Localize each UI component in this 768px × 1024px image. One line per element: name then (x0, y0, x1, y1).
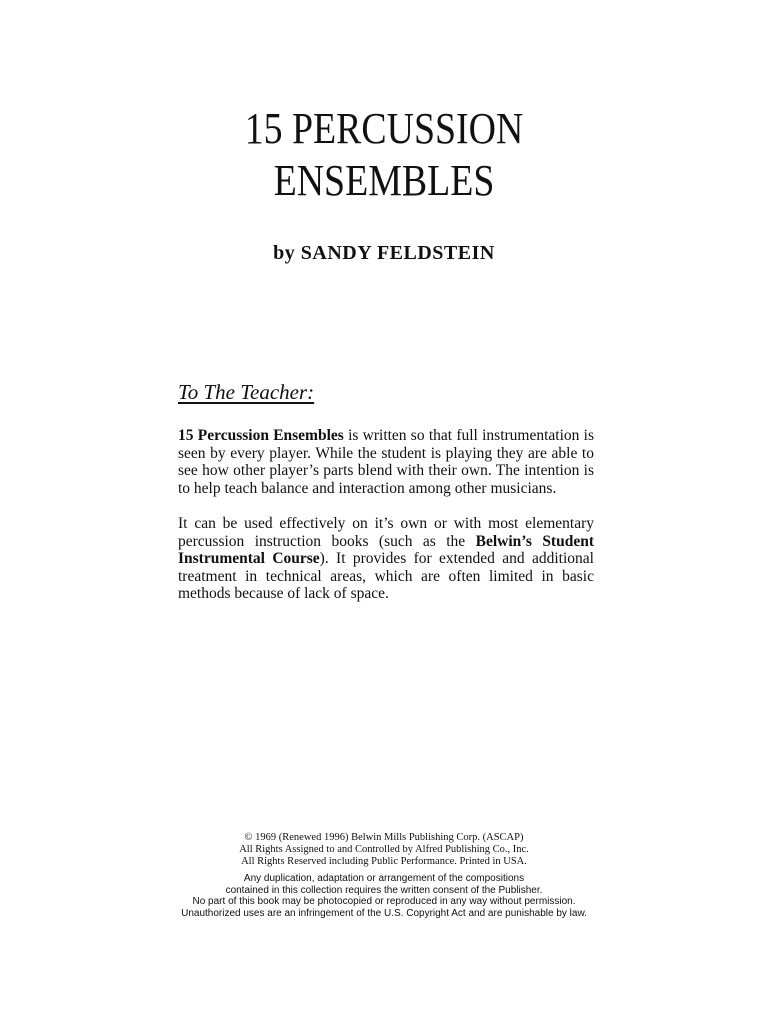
title-line-1: 15 PERCUSSION (244, 104, 524, 153)
paragraph-2-text-after: ). It provides for extended and additional treatment in technical areas, which are often limited in basic methods because of lack of space. (178, 550, 594, 602)
paragraph-2-text-before: It can be used effectively on it’s own or with most elementary percussion instruction books (such as the (178, 515, 594, 550)
copyright-line-1: © 1969 (Renewed 1996) Belwin Mills Publishing Corp. (ASCAP) (244, 832, 524, 843)
teacher-note-heading: To The Teacher: (178, 380, 315, 404)
teacher-note-paragraph-2 (178, 515, 594, 603)
copyright-line-2: All Rights Assigned to and Controlled by Alfred Publishing Co., Inc. (239, 844, 529, 855)
teacher-note-paragraph-1 (178, 427, 594, 497)
copyright-line-3: All Rights Reserved including Public Performance. Printed in USA. (241, 856, 527, 867)
title-line-2: ENSEMBLES (273, 156, 495, 205)
legal-line-3: No part of this book may be photocopied or reproduced in any way without permission. (192, 896, 576, 907)
course-title-bold: Belwin’s Student Instrumental Course (178, 532, 595, 567)
legal-line-2: contained in this collection requires the written consent of the Publisher. (225, 884, 543, 896)
book-title-bold: 15 Percussion Ensembles (178, 427, 344, 444)
legal-line-1: Any duplication, adaptation or arrangement of the compositions (243, 873, 525, 884)
legal-line-4: Unauthorized uses are an infringement of the U.S. Copyright Act and are punishable by law. (181, 907, 587, 919)
paragraph-1-text: is written so that full instrumentation is seen by every player. While the student is playing they are able to see how other player’s parts blend with their own. The intention is to help teach balance and interaction among other musicians. (178, 427, 594, 497)
copyright-notice (0, 832, 768, 868)
author-byline: by SANDY FELDSTEIN (273, 242, 495, 264)
legal-warning (0, 873, 768, 919)
